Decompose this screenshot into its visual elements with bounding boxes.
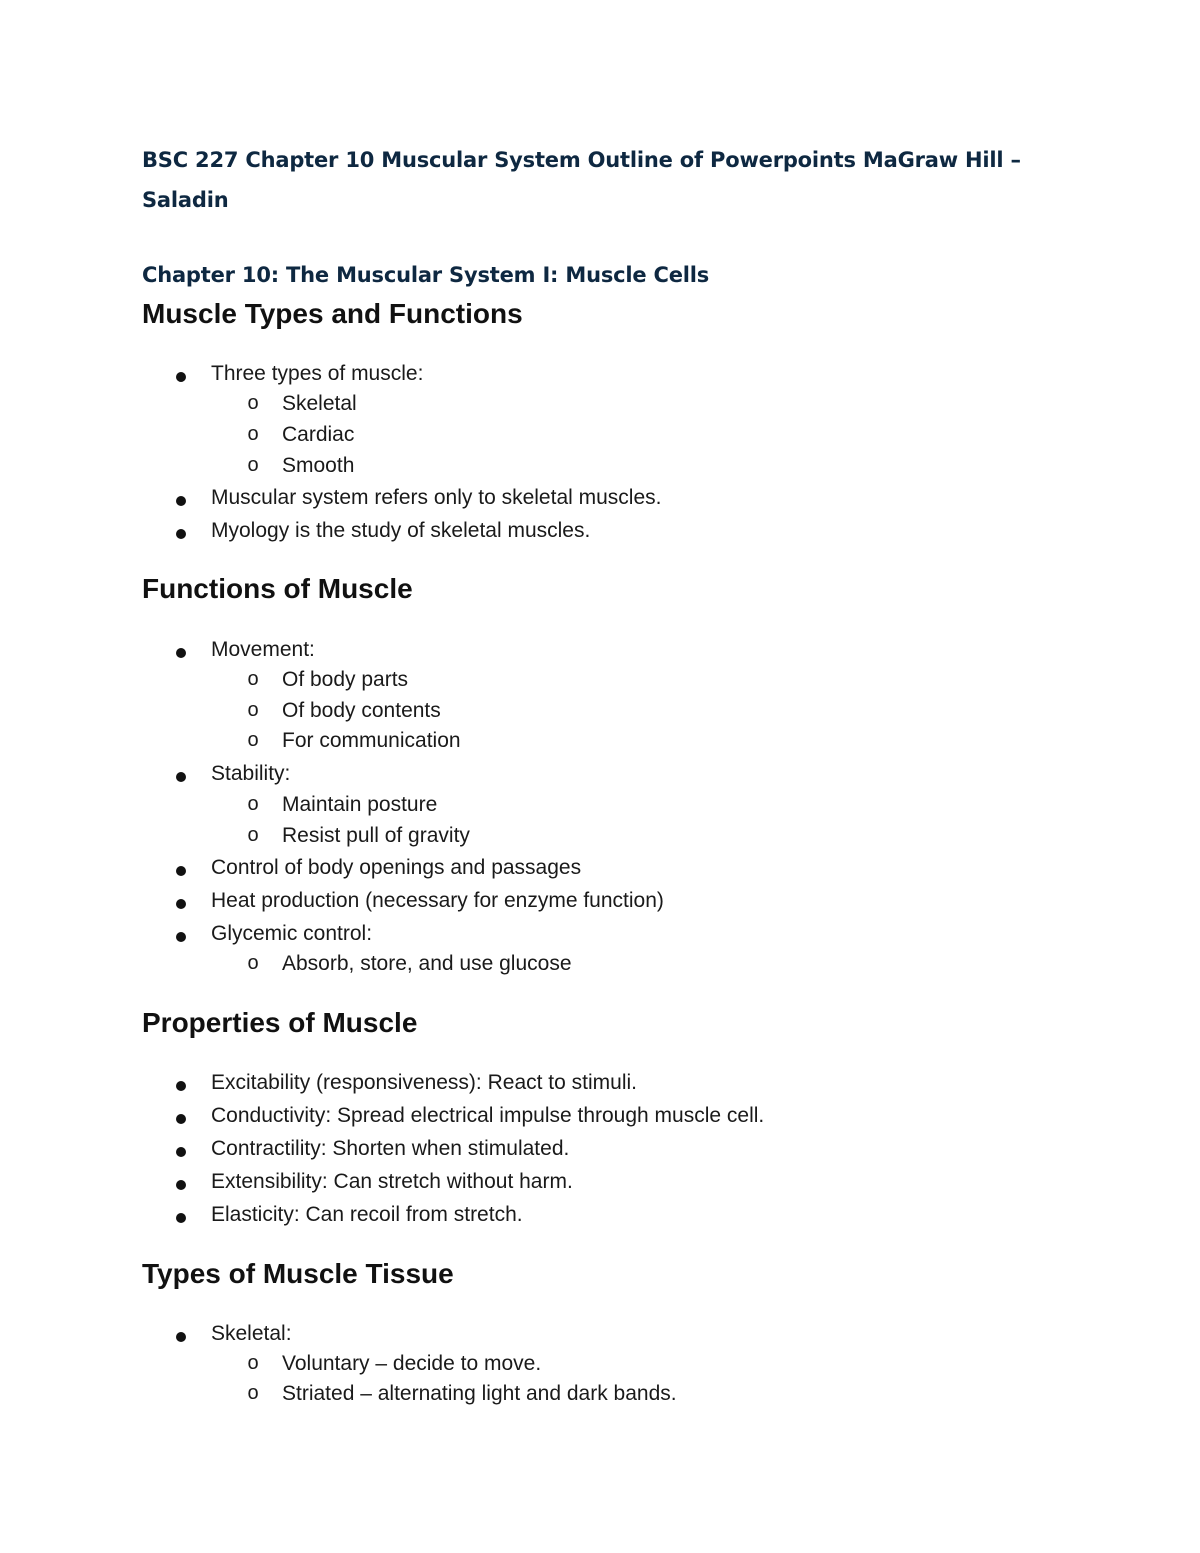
list-item-text: Heat production (necessary for enzyme function) (211, 889, 664, 912)
sub-list-item-text: Cardiac (282, 423, 355, 446)
hollow-bullet-icon: o (247, 952, 259, 974)
sub-list-item-text: Resist pull of gravity (282, 824, 470, 847)
list-item-text: Glycemic control: (211, 922, 373, 945)
sub-list-item-text: Of body contents (282, 699, 441, 722)
list-item-text: Excitability (responsiveness): React to stimuli. (211, 1071, 637, 1094)
bullet-dot-icon (176, 866, 186, 876)
bullet-dot-icon (176, 372, 186, 382)
hollow-bullet-icon: o (247, 699, 259, 721)
list-item-text: Conductivity: Spread electrical impulse through muscle cell. (211, 1104, 765, 1127)
document-title: BSC 227 Chapter 10 Muscular System Outline of Powerpoints MaGraw Hill – Saladin (142, 148, 1021, 212)
bullet-dot-icon (176, 772, 186, 782)
bullet-dot-icon (176, 1114, 186, 1124)
hollow-bullet-icon: o (247, 793, 259, 815)
hollow-bullet-icon: o (247, 668, 259, 690)
bullet-dot-icon (176, 1180, 186, 1190)
sub-list-item-text: Maintain posture (282, 793, 438, 816)
bullet-dot-icon (176, 1147, 186, 1157)
hollow-bullet-icon: o (247, 423, 259, 445)
bullet-dot-icon (176, 932, 186, 942)
sub-list-item-text: Skeletal (282, 392, 357, 415)
list-item-text: Extensibility: Can stretch without harm. (211, 1170, 573, 1193)
bullet-dot-icon (176, 1213, 186, 1223)
list-item-text: Elasticity: Can recoil from stretch. (211, 1203, 523, 1226)
list-item-text: Movement: (211, 638, 315, 661)
hollow-bullet-icon: o (247, 824, 259, 846)
hollow-bullet-icon: o (247, 454, 259, 476)
section-heading-functions: Functions of Muscle (142, 573, 413, 604)
list-item-text: Myology is the study of skeletal muscles. (211, 519, 591, 542)
bullet-dot-icon (176, 1332, 186, 1342)
bullet-dot-icon (176, 1081, 186, 1091)
sub-list-item-text: Of body parts (282, 668, 409, 691)
list-item-text: Contractility: Shorten when stimulated. (211, 1137, 570, 1160)
hollow-bullet-icon: o (247, 729, 259, 751)
section-heading-properties: Properties of Muscle (142, 1007, 418, 1038)
list-item-text: Control of body openings and passages (211, 856, 582, 879)
hollow-bullet-icon: o (247, 1352, 259, 1374)
sub-list-item-text: Striated – alternating light and dark bands. (282, 1382, 677, 1405)
bullet-dot-icon (176, 529, 186, 539)
chapter-title: Chapter 10: The Muscular System I: Muscle Cells (142, 263, 710, 287)
sub-list-item-text: Smooth (282, 454, 355, 477)
hollow-bullet-icon: o (247, 1382, 259, 1404)
list-item-text: Three types of muscle: (211, 362, 424, 385)
bullet-dot-icon (176, 899, 186, 909)
list-item-text: Skeletal: (211, 1322, 292, 1345)
section-heading-muscle-types: Muscle Types and Functions (142, 298, 523, 329)
list-item-text: Muscular system refers only to skeletal muscles. (211, 486, 662, 509)
bullet-dot-icon (176, 496, 186, 506)
hollow-bullet-icon: o (247, 392, 259, 414)
list-item-text: Stability: (211, 762, 291, 785)
section-heading-tissue-types: Types of Muscle Tissue (142, 1258, 454, 1289)
sub-list-item-text: Voluntary – decide to move. (282, 1352, 542, 1375)
sub-list-item-text: Absorb, store, and use glucose (282, 952, 572, 975)
bullet-dot-icon (176, 648, 186, 658)
sub-list-item-text: For communication (282, 729, 461, 752)
